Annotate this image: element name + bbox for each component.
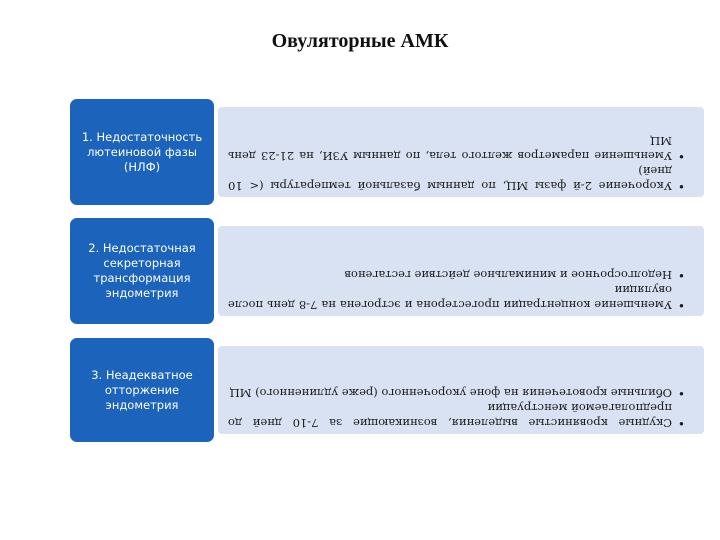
- bullet-item: • Укорочение 2-й фазы МЦ, по данным базальной температуры (< 10 дней): [228, 163, 672, 193]
- row-label-box: [68, 336, 216, 444]
- row-label: 2. Недостаточная секреторная трансформация эндометрия: [88, 241, 196, 300]
- row-label-box: [68, 216, 216, 326]
- bullet-list: [228, 267, 686, 312]
- row-secretory: [68, 216, 704, 326]
- bullet-item: • Уменьшение концентрации прогестерона и эстрогена на 7-8 день после овуляции: [228, 282, 672, 312]
- bullet-item: • Скудные кровянистые выделения, возникающие за 7-10 дней до предполагаемой менструации: [228, 400, 672, 430]
- bullet-item: • Обильные кровотечения на фоне укороченного (реже удлиненного) МЦ: [228, 385, 672, 400]
- row-label-box: [68, 97, 216, 207]
- row-content-text: [218, 107, 704, 197]
- row-label: 1. Недостаточность лютеиновой фазы (НЛФ): [81, 129, 203, 174]
- bullet-item: • Недолгосрочное и минимальное действие гестагенов: [228, 267, 672, 282]
- row-label: 3. Неадекватное отторжение эндометрия: [91, 367, 193, 412]
- bullet-item: • Уменьшение параметров желтого тела, по данным УЗИ, на 21-23 день МЦ: [228, 133, 672, 163]
- row-nlf: [68, 97, 704, 207]
- row-content-text: [218, 346, 704, 434]
- row-content-panel: [218, 226, 704, 316]
- row-content-panel: [218, 346, 704, 434]
- row-content-text: [218, 226, 704, 316]
- bullet-list: [228, 385, 686, 430]
- bullet-list: [228, 133, 686, 193]
- slide-title: Овуляторные АМК: [271, 30, 449, 52]
- row-shedding: [68, 336, 704, 444]
- row-content-panel: [218, 107, 704, 197]
